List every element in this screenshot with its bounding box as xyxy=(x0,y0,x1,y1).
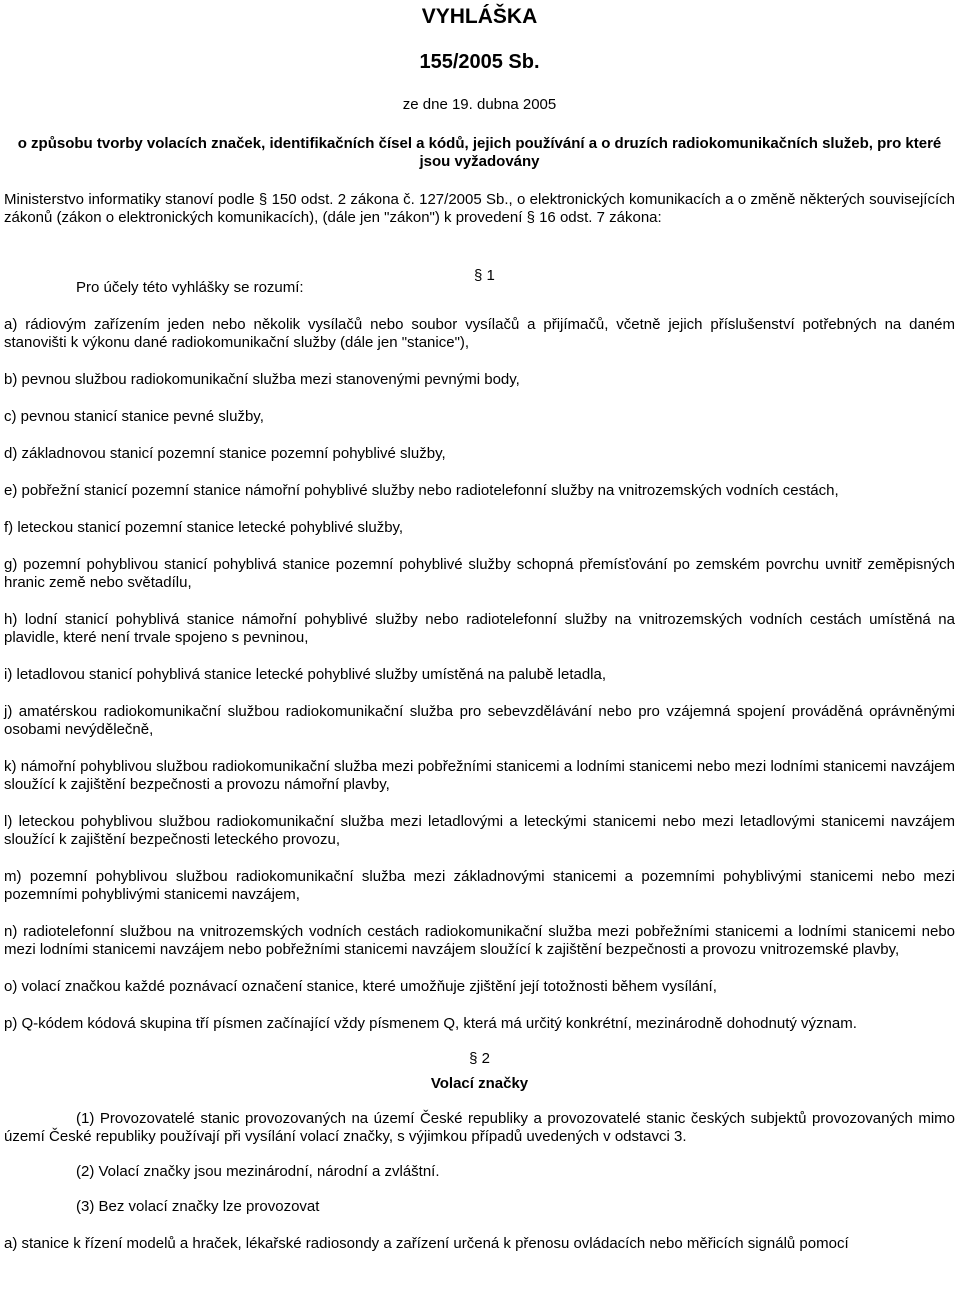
section-2-heading: Volací značky xyxy=(430,1075,529,1092)
definition-item: n) radiotelefonní službou na vnitrozemských vodních cestách radiokomunikační služba mezi pobřežními stanicemi a lodními stanicemi nebo mezi lodními stanicemi navzájem nebo pobřežními stanicemi navzájem sloužící k zajištění bezpečnosti a provozu vnitrozemské plavby, xyxy=(4,923,955,958)
definition-item: f) leteckou stanicí pozemní stanice letecké pohyblivé služby, xyxy=(4,519,404,536)
definition-item: p) Q-kódem kódová skupina tří písmen začínající vždy písmenem Q, která má určitý konkrétní, mezinárodně dohodnutý význam. xyxy=(4,1015,857,1032)
section-2-paragraph-3: (3) Bez volací značky lze provozovat xyxy=(76,1198,320,1215)
section-1-lead: Pro účely této vyhlášky se rozumí: xyxy=(76,279,304,296)
section-2-number: § 2 xyxy=(469,1050,490,1067)
section-2-paragraph-2: (2) Volací značky jsou mezinárodní, národní a zvláštní. xyxy=(76,1163,440,1180)
definition-item: m) pozemní pohyblivou službou radiokomunikační služba mezi základnovými stanicemi a pozemními pohyblivými stanicemi nebo mezi pozemními pohyblivými stanicemi navzájem, xyxy=(4,868,955,903)
definition-item: o) volací značkou každé poznávací označení stanice, které umožňuje zjištění její totožnosti během vysílání, xyxy=(4,978,717,995)
definition-item: a) rádiovým zařízením jeden nebo několik vysílačů nebo soubor vysílačů a přijímačů, včetně jejich příslušenství potřebných na daném stanovišti k výkonu dané radiokomunikační služby (dále jen "stanice"), xyxy=(4,316,955,351)
document-date: ze dne 19. dubna 2005 xyxy=(402,96,557,113)
document-subject: o způsobu tvorby volacích značek, identifikačních čísel a kódů, jejich používání a o druzích radiokomunikačních služeb, pro které jsou vyžadovány xyxy=(17,135,942,170)
document-page xyxy=(4,0,955,1253)
section-2-paragraph-3a: a) stanice k řízení modelů a hraček, lékařské radiosondy a zařízení určená k přenosu ovládacích nebo měřicích signálů pomocí xyxy=(4,1235,849,1252)
definition-item: j) amatérskou radiokomunikační službou radiokomunikační služba pro sebevzdělávání nebo pro vzájemná spojení prováděná oprávněnými osobami nevýdělečně, xyxy=(4,703,955,738)
section-1-number: § 1 xyxy=(474,267,495,284)
definition-item: c) pevnou stanicí stanice pevné služby, xyxy=(4,408,264,425)
definition-item: b) pevnou službou radiokomunikační služba mezi stanovenými pevnými body, xyxy=(4,371,520,388)
definition-item: k) námořní pohyblivou službou radiokomunikační služba mezi pobřežními stanicemi a lodními stanicemi nebo mezi lodními stanicemi navzájem sloužící k zajištění bezpečnosti a provozu námořní plavby, xyxy=(4,758,955,793)
definition-item: e) pobřežní stanicí pozemní stanice námořní pohyblivé služby nebo radiotelefonní služby na vnitrozemských vodních cestách, xyxy=(4,482,839,499)
definition-item: i) letadlovou stanicí pohyblivá stanice letecké pohyblivé služby umístěná na palubě letadla, xyxy=(4,666,607,683)
definition-list xyxy=(4,316,955,1033)
definition-item: h) lodní stanicí pohyblivá stanice námořní pohyblivé služby nebo radiotelefonní služby na vnitrozemských vodních cestách umístěná na plavidle, které není trvale spojeno s pevninou, xyxy=(4,611,955,646)
definition-item: d) základnovou stanicí pozemní stanice pozemní pohyblivé služby, xyxy=(4,445,446,462)
document-number: 155/2005 Sb. xyxy=(419,51,540,73)
section-2-paragraph-1: (1) Provozovatelé stanic provozovaných na území České republiky a provozovatelé stanic českých subjektů provozovaných mimo území České republiky používají při vysílání volací značky, s výjimkou případů uvedených v odstavci 3. xyxy=(4,1110,955,1145)
document-intro: Ministerstvo informatiky stanoví podle § 150 odst. 2 zákona č. 127/2005 Sb., o elektronických komunikacích a o změně některých souvisejících zákonů (zákon o elektronických komunikacích), (dále jen "zákon") k provedení § 16 odst. 7 zákona: xyxy=(4,191,955,226)
document-title: VYHLÁŠKA xyxy=(421,5,538,28)
definition-item: l) leteckou pohyblivou službou radiokomunikační služba mezi letadlovými a leteckými stanicemi nebo mezi letadlovými stanicemi navzájem sloužící k zajištění bezpečnosti leteckého provozu, xyxy=(4,813,955,848)
definition-item: g) pozemní pohyblivou stanicí pohyblivá stanice pozemní pohyblivé služby schopná přemísťování po zemském povrchu uvnitř zeměpisných hranic země nebo světadílu, xyxy=(4,556,955,591)
